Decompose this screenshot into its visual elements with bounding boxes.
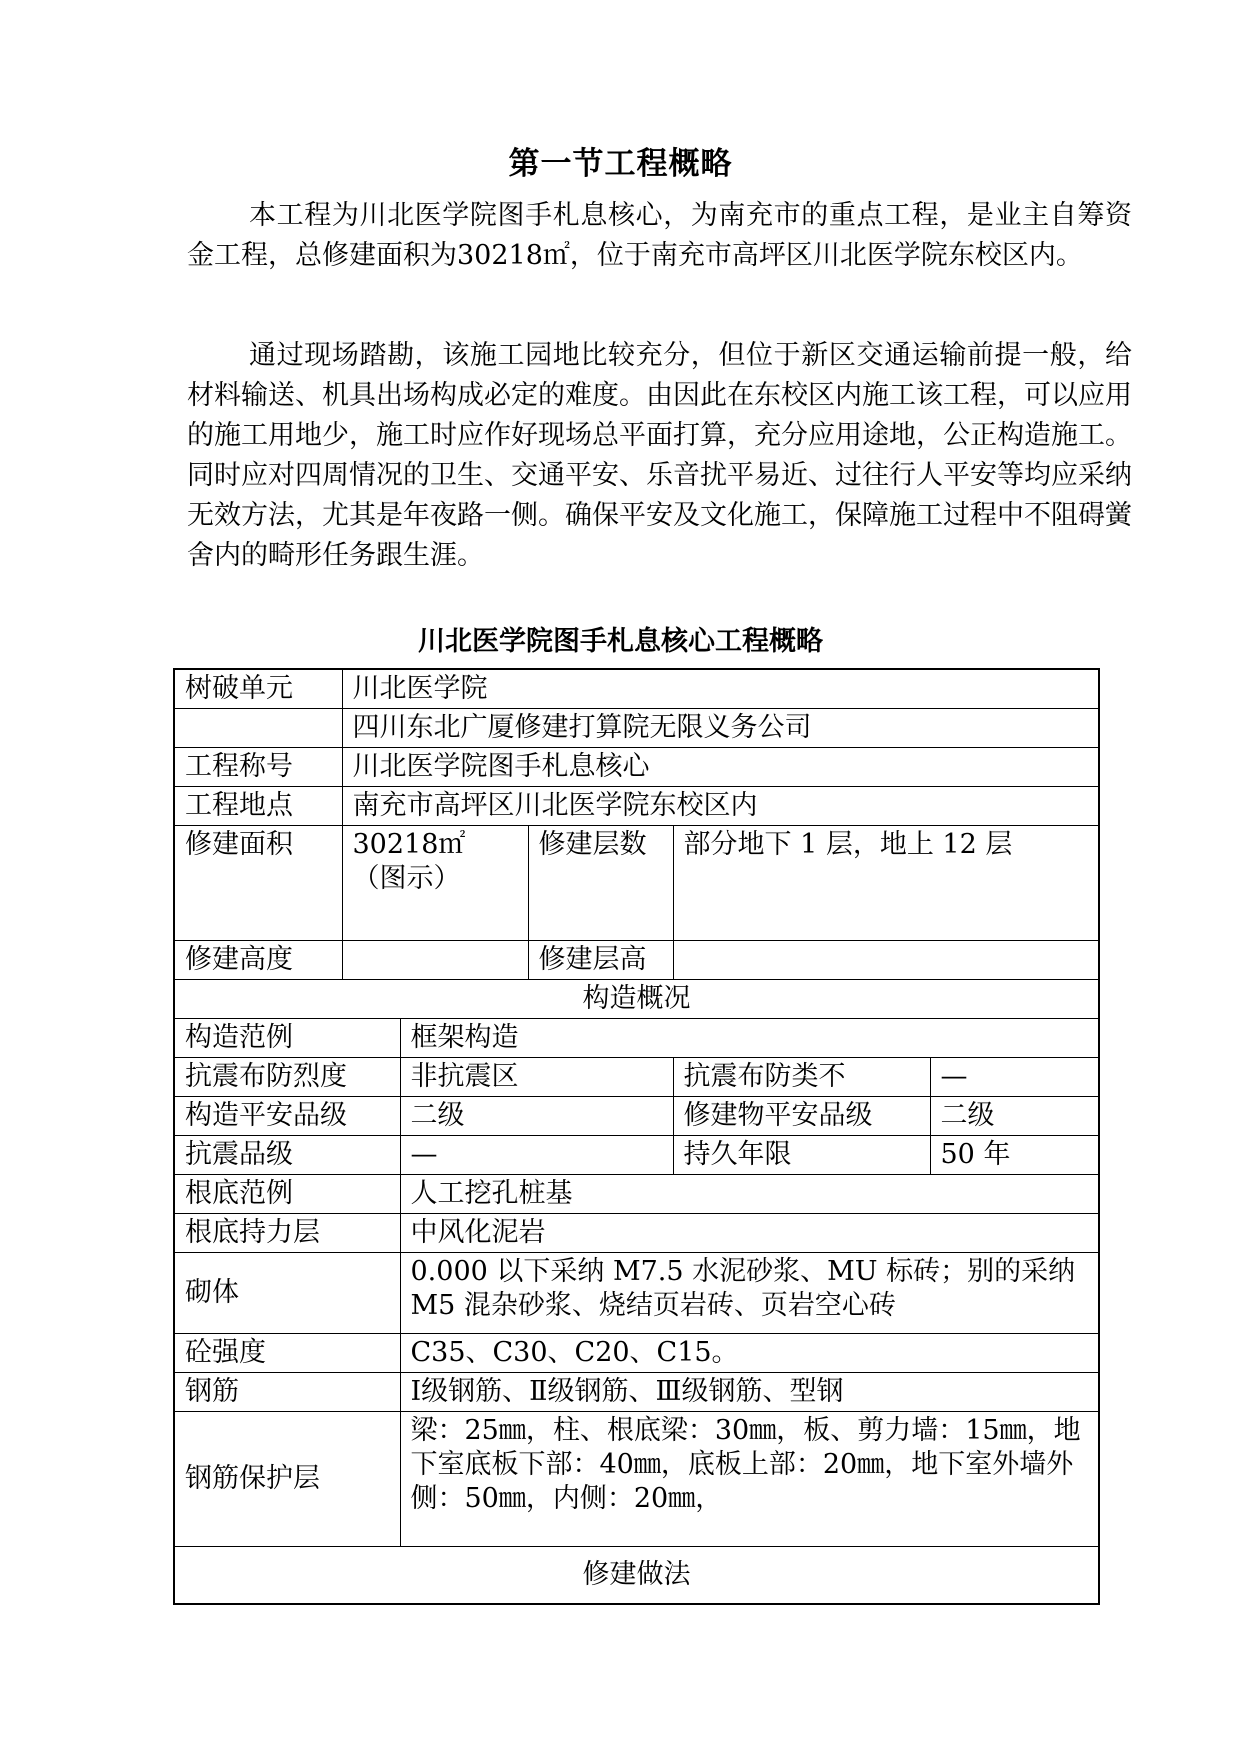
table-row <box>174 1058 1099 1097</box>
project-name-label: 工程称号 <box>174 748 342 787</box>
table-row <box>174 1097 1099 1136</box>
project-overview-table <box>173 668 1100 1605</box>
foundation-type-label: 根底范例 <box>174 1175 400 1214</box>
intro-paragraph: 本工程为川北医学院图手札息核心，为南充市的重点工程，是业主自筹资金工程，总修建面积为30218㎡，位于南充市高坪区川北医学院东校区内。 <box>187 200 1132 271</box>
construction-section-header: 修建做法 <box>174 1547 1099 1605</box>
height-label: 修建高度 <box>174 941 342 980</box>
height-value <box>342 941 528 980</box>
table-row <box>174 826 1099 941</box>
table-row <box>174 1136 1099 1175</box>
table-row <box>174 1019 1099 1058</box>
table-row <box>174 709 1099 748</box>
table-row <box>174 1547 1099 1605</box>
structure-safety-value: 二级 <box>400 1097 673 1136</box>
location-value: 南充市高坪区川北医学院东校区内 <box>342 787 1099 826</box>
durability-value: 50 年 <box>930 1136 1099 1175</box>
table-row <box>174 941 1099 980</box>
seismic-category-value: — <box>930 1058 1099 1097</box>
table-row <box>174 1412 1099 1547</box>
table-row <box>174 787 1099 826</box>
bearing-layer-label: 根底持力层 <box>174 1214 400 1253</box>
seismic-grade-value: — <box>400 1136 673 1175</box>
designer-label <box>174 709 342 748</box>
owner-label: 树破单元 <box>174 669 342 709</box>
area-value: 30218㎡（图示） <box>342 826 528 941</box>
table-row <box>174 748 1099 787</box>
structure-type-value: 框架构造 <box>400 1019 1099 1058</box>
seismic-grade-label: 抗震品级 <box>174 1136 400 1175</box>
table-row <box>174 1175 1099 1214</box>
durability-label: 持久年限 <box>673 1136 930 1175</box>
project-name-value: 川北医学院图手札息核心 <box>342 748 1099 787</box>
page-title: 第一节工程概略 <box>508 146 733 182</box>
floor-height-value <box>673 941 1099 980</box>
site-paragraph: 通过现场踏勘，该施工园地比较充分，但位于新区交通运输前提一般，给材料输送、机具出场构成必定的难度。由因此在东校区内施工该工程，可以应用的施工用地少，施工时应作好现场总平面打算，充分应用途地，公正构造施工。同时应对四周情况的卫生、交通平安、乐音扰平易近、过往行人平安等均应采纳无效方法，尤其是年夜路一侧。确保平安及文化施工，保障施工过程中不阻碍黉舍内的畸形任务跟生涯。 <box>187 340 1132 571</box>
area-label: 修建面积 <box>174 826 342 941</box>
floor-height-label: 修建层高 <box>528 941 673 980</box>
bearing-layer-value: 中风化泥岩 <box>400 1214 1099 1253</box>
table-row <box>174 669 1099 709</box>
seismic-intensity-label: 抗震布防烈度 <box>174 1058 400 1097</box>
designer-value: 四川东北广厦修建打算院无限义务公司 <box>342 709 1099 748</box>
cover-label: 钢筋保护层 <box>174 1412 400 1547</box>
structure-section-header: 构造概况 <box>174 980 1099 1019</box>
table-row <box>174 980 1099 1019</box>
concrete-value: C35、C30、C20、C15。 <box>400 1334 1099 1373</box>
cover-value: 梁：25㎜，柱、根底梁：30㎜，板、剪力墙：15㎜，地下室底板下部：40㎜，底板上部：20㎜，地下室外墙外侧：50㎜，内侧：20㎜， <box>400 1412 1099 1547</box>
table-row <box>174 1253 1099 1334</box>
table-title: 川北医学院图手札息核心工程概略 <box>418 626 823 657</box>
masonry-label: 砌体 <box>174 1253 400 1334</box>
building-safety-value: 二级 <box>930 1097 1099 1136</box>
table-row <box>174 1373 1099 1412</box>
seismic-category-label: 抗震布防类不 <box>673 1058 930 1097</box>
building-safety-label: 修建物平安品级 <box>673 1097 930 1136</box>
floors-value: 部分地下 1 层，地上 12 层 <box>673 826 1099 941</box>
floors-label: 修建层数 <box>528 826 673 941</box>
masonry-value: 0.000 以下采纳 M7.5 水泥砂浆、MU 标砖；别的采纳 M5 混杂砂浆、烧结页岩砖、页岩空心砖 <box>400 1253 1099 1334</box>
table-row <box>174 1214 1099 1253</box>
concrete-label: 砼强度 <box>174 1334 400 1373</box>
rebar-value: Ⅰ级钢筋、Ⅱ级钢筋、Ⅲ级钢筋、型钢 <box>400 1373 1099 1412</box>
location-label: 工程地点 <box>174 787 342 826</box>
rebar-label: 钢筋 <box>174 1373 400 1412</box>
foundation-type-value: 人工挖孔桩基 <box>400 1175 1099 1214</box>
table-row <box>174 1334 1099 1373</box>
structure-safety-label: 构造平安品级 <box>174 1097 400 1136</box>
owner-value: 川北医学院 <box>342 669 1099 709</box>
structure-type-label: 构造范例 <box>174 1019 400 1058</box>
seismic-intensity-value: 非抗震区 <box>400 1058 673 1097</box>
